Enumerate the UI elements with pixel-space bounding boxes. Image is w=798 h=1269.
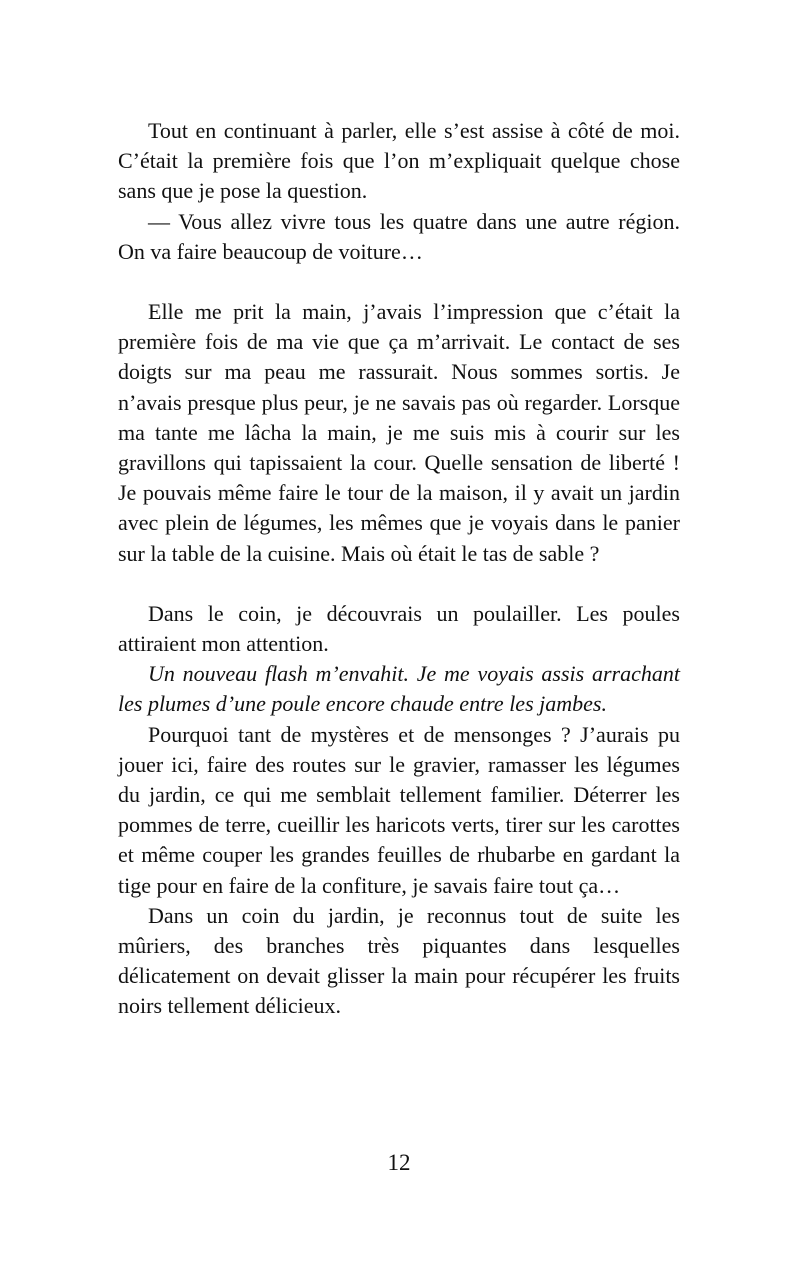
book-page-text	[118, 116, 680, 1022]
paragraph: Dans le coin, je découvrais un poulailler. Les poules attiraient mon attention.	[118, 600, 680, 657]
paragraph: Pourquoi tant de mystères et de mensonges ? J’aurais pu jouer ici, faire des routes sur le gravier, ramasser les légumes du jardin, ce qui me semblait tellement familier. Déterrer les pommes de terre, cueillir les haricots verts, tirer sur les carottes et même couper les grandes feuilles de rhubarbe en gardant la tige pour en faire de la confiture, je savais faire tout ça…	[118, 721, 680, 898]
italic-flashback-paragraph: Un nouveau flash m’envahit. Je me voyais assis arrachant les plumes d’une poule encore chaude entre les jambes.	[118, 661, 680, 717]
paragraph: Elle me prit la main, j’avais l’impression que c’était la première fois de ma vie que ça m’arrivait. Le contact de ses doigts sur ma peau me rassurait. Nous sommes sortis. Je n’avais presque plus peur, je ne savais pas où regarder. Lorsque ma tante me lâcha la main, je me suis mis à courir sur les gravillons qui tapissaient la cour. Quelle sensation de liberté ! Je pouvais même faire le tour de la maison, il y avait un jardin avec plein de légumes, les mêmes que je voyais dans le panier sur la table de la cuisine. Mais où était le tas de sable ?	[118, 299, 680, 566]
paragraph: Tout en continuant à parler, elle s’est assise à côté de moi. C’était la première fois que l’on m’expliquait quelque chose sans que je pose la question.	[118, 118, 680, 204]
page-number: 12	[387, 1150, 411, 1175]
paragraph: Dans un coin du jardin, je reconnus tout de suite les mûriers, des branches très piquantes dans lesquelles délicatement on devait glisser la main pour récupérer les fruits noirs tellement délicieux.	[118, 902, 680, 1019]
dialogue-line: — Vous allez vivre tous les quatre dans une autre région. On va faire beaucoup de voiture…	[118, 208, 680, 264]
